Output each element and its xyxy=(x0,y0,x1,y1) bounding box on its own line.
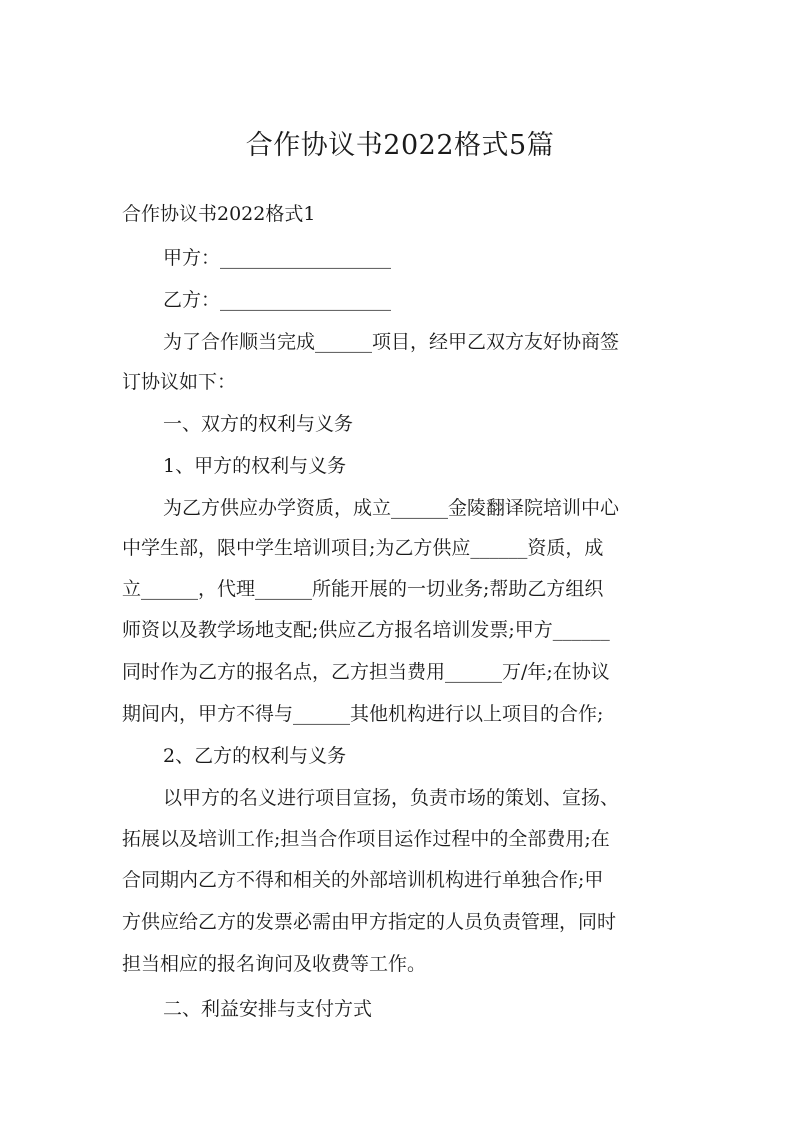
paragraph-line: 立______，代理______所能开展的一切业务;帮助乙方组织 xyxy=(122,578,604,600)
paragraph-line: 为乙方供应办学资质，成立______金陵翻译院培训中心 xyxy=(163,497,620,519)
party-b-line: 乙方：__________________ xyxy=(163,289,392,311)
paragraph-line: 以甲方的名义进行项目宣扬，负责市场的策划、宣扬、 xyxy=(163,787,620,809)
paragraph-line: 中学生部，限中学生培训项目;为乙方供应______资质，成 xyxy=(122,537,604,559)
paragraph-line: 为了合作顺当完成______项目，经甲乙双方友好协商签 xyxy=(163,331,620,353)
paragraph-line: 方供应给乙方的发票必需由甲方指定的人员负责管理，同时 xyxy=(122,911,617,933)
paragraph-line: 合同期内乙方不得和相关的外部培训机构进行单独合作;甲 xyxy=(122,869,604,891)
subclause-heading-2: 2、乙方的权利与义务 xyxy=(163,745,347,767)
paragraph-line: 师资以及教学场地支配;供应乙方报名培训发票;甲方______ xyxy=(122,619,610,641)
paragraph-line: 拓展以及培训工作;担当合作项目运作过程中的全部费用;在 xyxy=(122,828,610,850)
clause-heading-2: 二、利益安排与支付方式 xyxy=(163,998,373,1020)
paragraph-line: 同时作为乙方的报名点，乙方担当费用______万/年;在协议 xyxy=(122,661,610,683)
paragraph-line: 担当相应的报名询问及收费等工作。 xyxy=(122,953,427,975)
paragraph-line: 订协议如下： xyxy=(122,371,237,393)
clause-heading-1: 一、双方的权利与义务 xyxy=(163,413,354,435)
document-title: 合作协议书2022格式5篇 xyxy=(245,130,555,161)
section-heading-format-1: 合作协议书2022格式1 xyxy=(122,203,316,225)
party-a-line: 甲方：__________________ xyxy=(163,247,392,269)
subclause-heading-1: 1、甲方的权利与义务 xyxy=(163,455,347,477)
paragraph-line: 期间内，甲方不得与______其他机构进行以上项目的合作; xyxy=(122,703,604,725)
